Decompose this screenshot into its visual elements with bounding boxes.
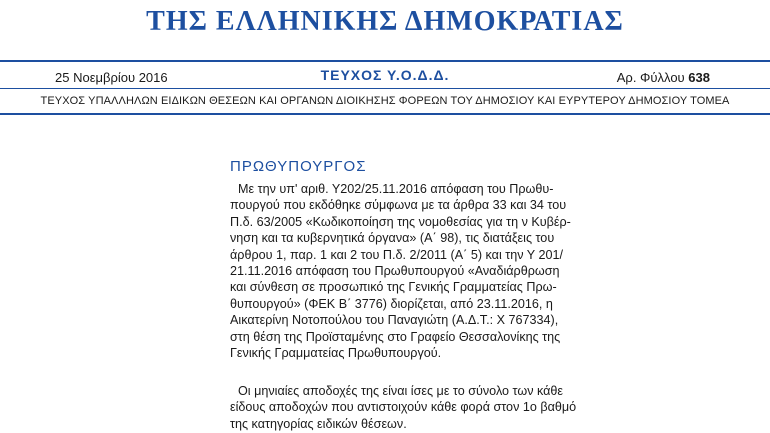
text-line: άρθρου 1, παρ. 1 και 2 του Π.δ. 2/2011 (Α΄ 5) και την Υ 201/ [230,247,563,262]
text-line: Π.δ. 63/2005 «Κωδικοποίηση της νομοθεσίας για τη ν Κυβέρ- [230,214,571,229]
issue-type: ΤΕΥΧΟΣ Υ.Ο.Δ.Δ. [320,67,450,83]
decision-paragraph-2 [230,383,577,432]
text-line: και σύνθεση σε προσωπικό της Γενικής Γραμματείας Πρω- [230,280,557,295]
sheet-value: 638 [688,70,710,85]
header-rule-middle [0,88,770,89]
issue-date: 25 Νοεμβρίου 2016 [55,70,168,85]
text-line: νηση και τα κυβερνητικά όργανα» (Α΄ 98), τις διατάξεις του [230,231,555,246]
text-line: Γενικής Γραμματείας Πρωθυπουργού. [230,345,442,360]
text-line: 21.11.2016 απόφαση του Πρωθυπουργού «Αναδιάρθρωση [230,263,560,278]
text-line: στη θέση της Προϊσταμένης στο Γραφείο Θεσσαλονίκης της [230,329,561,344]
text-line: Με την υπ' αριθ. Υ202/25.11.2016 απόφαση του Πρωθυ- [238,182,554,196]
text-line: Οι μηνιαίες αποδοχές της είναι ίσες με το σύνολο των κάθε [238,384,564,398]
decision-paragraph-1 [230,181,571,361]
issue-subtitle: ΤΕΥΧΟΣ ΥΠΑΛΛΗΛΩΝ ΕΙΔΙΚΩΝ ΘΕΣΕΩΝ ΚΑΙ ΟΡΓΑΝΩΝ ΔΙΟΙΚΗΣΗΣ ΦΟΡΕΩΝ ΤΟΥ ΔΗΜΟΣΙΟΥ ΚΑΙ ΕΥΡΥΤΕΡΟΥ ΔΗΜΟΣΙΟΥ ΤΟΜΕΑ [40,95,730,107]
sheet-number [617,70,710,85]
section-title: ΠΡΩΘΥΠΟΥΡΓΟΣ [230,158,367,175]
text-line: θυπουργού» (ΦΕΚ Β΄ 3776) διορίζεται, από 23.11.2016, η [230,296,553,311]
text-line: πουργού που εκδόθηκε σύμφωνα με τα άρθρα 33 και 34 του [230,198,567,213]
sheet-label: Αρ. Φύλλου [616,70,685,85]
header-rule-top [0,60,770,62]
gazette-title: ΤΗΣ ΕΛΛΗΝΙΚΗΣ ΔΗΜΟΚΡΑΤΙΑΣ [146,6,624,37]
text-line: της κατηγορίας ειδικών θέσεων. [230,416,407,431]
header-rule-bottom [0,113,770,115]
text-line: είδους αποδοχών που αντιστοιχούν κάθε φορά στον 1ο βαθμό [230,400,577,415]
text-line: Αικατερίνη Νοτοπούλου του Παναγιώτη (Α.Δ.Τ.: Χ 767334), [230,313,559,328]
